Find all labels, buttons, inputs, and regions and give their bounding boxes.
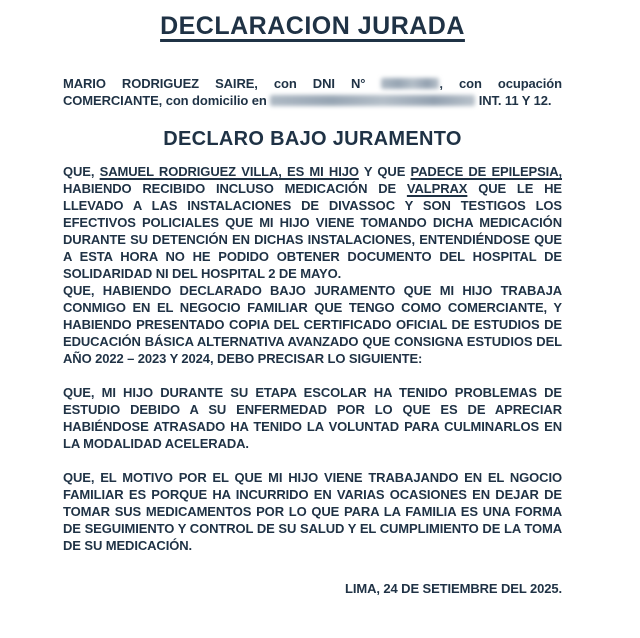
text-run: HABIENDO RECIBIDO INCLUSO MEDICACIÓN DE [63,181,407,196]
redaction-dni-number [381,78,439,89]
redaction-address [270,95,475,106]
date-line: LIMA, 24 DE SETIEMBRE DEL 2025. [345,581,562,596]
text-run: MARIO RODRIGUEZ SAIRE, con DNI N° [63,76,382,91]
intro-paragraph [63,75,562,109]
declaration-paragraph [63,163,562,282]
text-run: QUE, EL MOTIVO POR EL QUE MI HIJO VIENE TRABAJANDO EN EL NGOCIO FAMILIAR ES PORQUE HA INCURRIDO EN VARIAS OCASIONES EN DEJAR DE TOMAR SUS MEDICAMENTOS POR LO QUE PARA LA FAMILIA ES UNA FORMA DE SEGUIMIENTO Y CONTROL DE SU SALUD Y EL CUMPLIMIENTO DE LA TOMA DE SU MEDICACIÓN. [63,470,562,553]
text-run: Y QUE [358,164,411,179]
text-run: QUE, HABIENDO DECLARADO BAJO JURAMENTO QUE MI HIJO TRABAJA CONMIGO EN EL NEGOCIO FAMILIAR QUE TENGO COMO COMERCIANTE, Y HABIENDO PRESENTADO COPIA DEL CERTIFICADO OFICIAL DE ESTUDIOS DE EDUCACIÓN BÁSICA ALTERNATIVA AVANZADO QUE CONSIGNA ESTUDIOS DEL AÑO 2022 – 2023 Y 2024, DEBO PRECISAR LO SIGUIENTE: [63,283,562,366]
declaration-paragraph [63,469,562,554]
text-run: QUE LE HE LLEVADO A LAS INSTALACIONES DE DIVASSOC Y SON TESTIGOS LOS EFECTIVOS POLICIALES QUE MI HIJO VIENE TOMANDO DICHA MEDICACIÓN DURANTE SU DETENCIÓN EN DICHAS INSTALACIONES, ENTENDIÉNDOSE QUE A ESTA HORA NO HE PODIDO OBTENER DOCUMENTO DEL HOSPITAL DE SOLIDARIDAD NI DEL HOSPITAL 2 DE MAYO. [63,181,562,281]
section-heading: DECLARO BAJO JURAMENTO [163,128,462,150]
underlined-text-run: PADECE DE EPILEPSIA, [410,164,562,179]
document-title: DECLARACION JURADA [160,12,465,40]
text-run: , con ocupación COMERCIANTE, con domicilio en [63,76,562,108]
underlined-text-run: VALPRAX [406,181,468,196]
text-run: QUE, [63,164,100,179]
declaration-paragraph [63,384,562,452]
text-run: QUE, MI HIJO DURANTE SU ETAPA ESCOLAR HA TENIDO PROBLEMAS DE ESTUDIO DEBIDO A SU ENFERMEDAD POR LO QUE ES DE APRECIAR HABIÉNDOSE ATRASADO HA TENIDO LA VOLUNTAD PARA CULMINARLOS EN LA MODALIDAD ACELERADA. [63,385,562,451]
text-run: INT. 11 Y 12. [475,93,552,108]
declaration-body [63,163,562,554]
underlined-text-run: SAMUEL RODRIGUEZ VILLA, ES MI HIJO [99,164,359,179]
declaration-paragraph [63,282,562,367]
